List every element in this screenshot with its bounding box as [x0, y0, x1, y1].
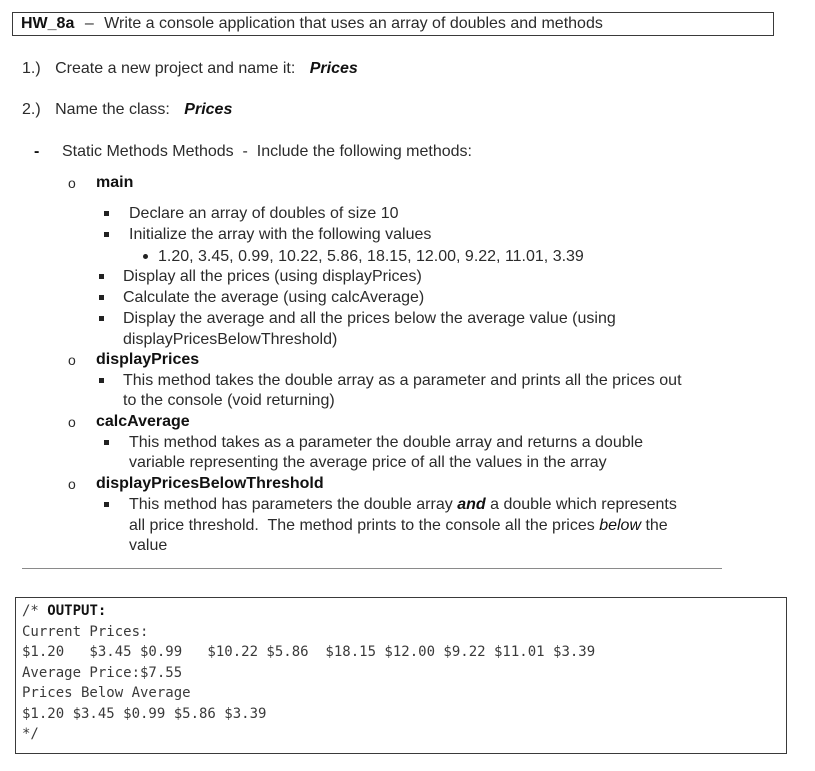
threshold-line-1-and: and: [457, 496, 486, 513]
output-heading-line: [22, 601, 786, 622]
threshold-line-1-b: a double which represents: [490, 496, 677, 513]
methods-header-text: Static Methods Methods - Include the following methods:: [62, 143, 472, 160]
threshold-line-1-a: This method has parameters the double array: [129, 496, 453, 513]
square-bullet-icon: [99, 295, 104, 300]
circle-bullet-icon: o: [68, 414, 76, 430]
step-2: [22, 100, 232, 120]
square-bullet-icon: [104, 440, 109, 445]
output-line: $1.20 $3.45 $0.99 $10.22 $5.86 $18.15 $12.00 $9.22 $11.01 $3.39: [22, 644, 596, 660]
step-2-text: Name the class:: [55, 101, 170, 118]
main-item-5: Display the average and all the prices below the average value (using: [123, 310, 616, 327]
output-line: Average Price:$7.55: [22, 664, 183, 681]
step-2-value: Prices: [184, 101, 233, 118]
step-2-number: 2.): [22, 101, 41, 118]
method-main-name: main: [96, 174, 134, 191]
circle-bullet-icon: o: [68, 175, 76, 191]
main-item-3: Display all the prices (using displayPrices): [123, 268, 422, 285]
threshold-line-2: [129, 516, 668, 536]
step-1-value: Prices: [309, 60, 358, 77]
step-1: [22, 59, 358, 79]
threshold-line-2-below: below: [599, 517, 641, 534]
circle-bullet-icon: o: [68, 352, 76, 368]
output-comment-open: /*: [22, 603, 48, 619]
main-item-5-cont: displayPricesBelowThreshold): [123, 331, 338, 348]
output-line: Prices Below Average: [22, 685, 191, 701]
method-calcaverage-name: calcAverage: [96, 413, 190, 430]
square-bullet-icon: [99, 274, 104, 279]
section-divider: [22, 568, 722, 569]
square-bullet-icon: [99, 316, 104, 321]
title-dash: –: [84, 15, 94, 32]
dot-bullet-icon: [143, 254, 148, 259]
output-line: $1.20 $3.45 $0.99 $5.86 $3.39: [22, 705, 267, 722]
methods-header-bullet: -: [34, 143, 40, 160]
threshold-line-3: value: [129, 537, 168, 554]
output-box: [15, 597, 787, 754]
threshold-line-2-b: the: [645, 517, 668, 534]
method-displaypricesbelowthreshold-name: displayPricesBelowThreshold: [96, 475, 324, 492]
output-comment-close: */: [22, 726, 39, 742]
square-bullet-icon: [99, 378, 104, 383]
circle-bullet-icon: o: [68, 476, 76, 492]
square-bullet-icon: [104, 232, 109, 237]
assignment-title: [12, 12, 774, 36]
threshold-line-1: [129, 495, 677, 515]
step-1-text: Create a new project and name it:: [55, 60, 296, 77]
main-item-4: Calculate the average (using calcAverage): [123, 289, 425, 306]
assignment-description: Write a console application that uses an array of doubles and methods: [104, 15, 603, 32]
displayprices-line-2: to the console (void returning): [123, 392, 335, 409]
output-line: Current Prices:: [22, 623, 149, 640]
method-displayprices-name: displayPrices: [96, 351, 200, 368]
square-bullet-icon: [104, 211, 109, 216]
step-1-number: 1.): [22, 60, 41, 77]
threshold-line-2-a: all price threshold. The method prints to the console all the prices: [129, 517, 595, 534]
square-bullet-icon: [104, 502, 109, 507]
main-item-2: Initialize the array with the following values: [129, 226, 432, 243]
output-heading: OUTPUT:: [47, 603, 107, 619]
assignment-code: HW_8a: [21, 15, 75, 32]
main-item-values: 1.20, 3.45, 0.99, 10.22, 5.86, 18.15, 12.00, 9.22, 11.01, 3.39: [158, 248, 584, 265]
main-item-1: Declare an array of doubles of size 10: [129, 205, 399, 222]
displayprices-line-1: This method takes the double array as a parameter and prints all the prices out: [123, 372, 682, 389]
calcaverage-line-1: This method takes as a parameter the double array and returns a double: [129, 434, 644, 451]
calcaverage-line-2: variable representing the average price of all the values in the array: [129, 454, 607, 471]
